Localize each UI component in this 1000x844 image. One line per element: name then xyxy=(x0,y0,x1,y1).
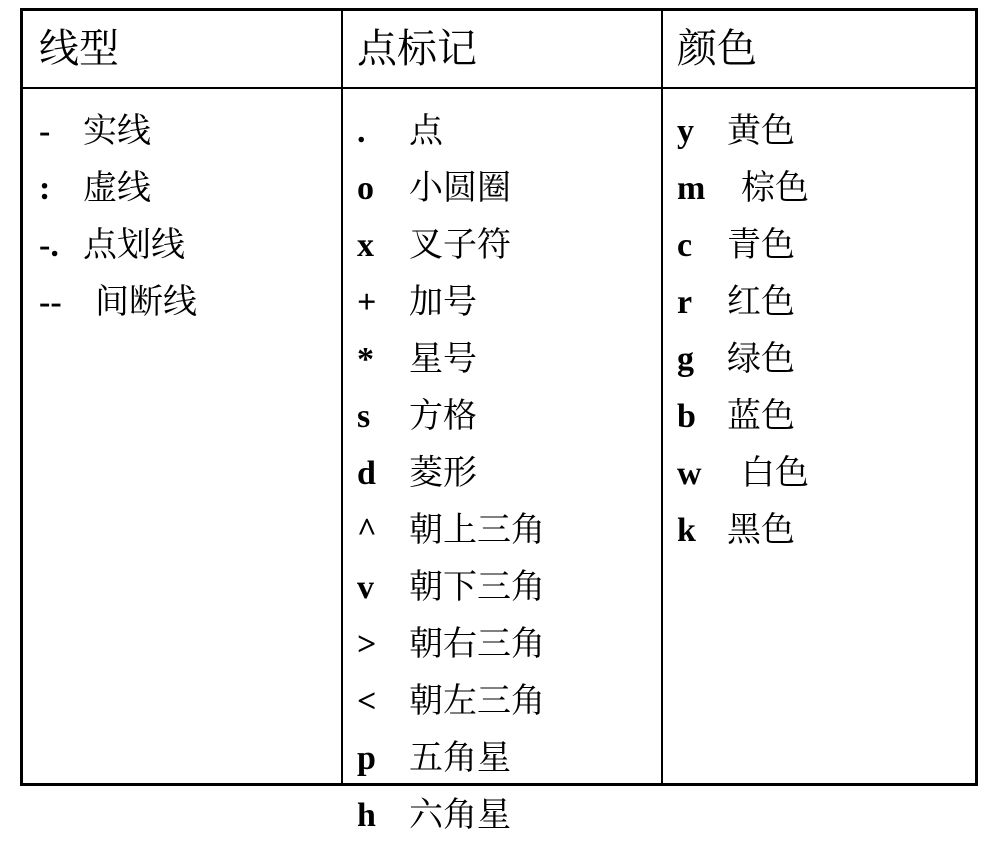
color-item-code: g xyxy=(677,341,694,378)
line-style-item-code: - xyxy=(39,113,51,150)
color-item-code: y xyxy=(677,113,694,150)
marker-item-name: 朝下三角 xyxy=(409,567,545,607)
line-style-item-code: : xyxy=(39,170,51,207)
color-item-name: 蓝色 xyxy=(727,396,795,436)
marker-item-code: < xyxy=(357,683,377,720)
color-item-code: c xyxy=(677,227,693,264)
color-item-name: 红色 xyxy=(727,282,795,322)
column-divider xyxy=(661,11,663,783)
line-style-item-name: 间断线 xyxy=(95,282,197,322)
color-item-code: k xyxy=(677,512,696,549)
marker-item-code: s xyxy=(357,398,371,435)
color-item-code: r xyxy=(677,284,693,321)
marker-item-code: o xyxy=(357,170,374,207)
line-style-item-code: -. xyxy=(39,227,59,264)
marker-item-name: 小圆圈 xyxy=(409,168,511,208)
marker-item-code: v xyxy=(357,569,374,606)
line-style-reference-table xyxy=(20,8,978,835)
line-style-item-name: 实线 xyxy=(83,111,151,151)
marker-item-name: 加号 xyxy=(409,282,477,322)
color-item-name: 青色 xyxy=(727,225,795,265)
header-marker: 点标记 xyxy=(357,26,477,72)
marker-item-name: 朝上三角 xyxy=(409,510,545,550)
marker-item-name: 方格 xyxy=(409,396,477,436)
color-item-name: 黑色 xyxy=(727,510,795,550)
marker-item-code: p xyxy=(357,740,376,777)
header-divider xyxy=(23,87,975,89)
marker-item-name: 朝左三角 xyxy=(409,681,545,721)
marker-item-name: 五角星 xyxy=(409,738,511,778)
column-divider xyxy=(341,11,343,783)
color-item-code: w xyxy=(677,455,702,492)
color-item-name: 白色 xyxy=(741,453,809,493)
line-style-item-code: -- xyxy=(39,284,62,321)
marker-item-name: 朝右三角 xyxy=(409,624,545,664)
line-style-item-name: 点划线 xyxy=(83,225,185,265)
marker-item-name: 星号 xyxy=(409,339,477,379)
marker-item-code: + xyxy=(357,284,377,321)
line-style-item-name: 虚线 xyxy=(83,168,151,208)
header-line-style: 线型 xyxy=(39,26,119,72)
color-item-code: m xyxy=(677,170,706,207)
marker-item-code: * xyxy=(357,341,374,378)
marker-item-name: 点 xyxy=(409,111,443,151)
marker-item-code: h xyxy=(357,797,376,834)
marker-item-code: ^ xyxy=(357,512,377,549)
color-item-code: b xyxy=(677,398,696,435)
marker-item-name: 叉子符 xyxy=(409,225,511,265)
marker-item-code: . xyxy=(357,113,366,150)
color-item-name: 棕色 xyxy=(741,168,809,208)
marker-item-code: d xyxy=(357,455,376,492)
color-item-name: 黄色 xyxy=(727,111,795,151)
marker-item-name: 菱形 xyxy=(409,453,477,493)
marker-item-name: 六角星 xyxy=(409,795,511,835)
marker-item-code: > xyxy=(357,626,377,663)
color-item-name: 绿色 xyxy=(727,339,795,379)
header-color: 颜色 xyxy=(677,26,757,72)
marker-item-code: x xyxy=(357,227,374,264)
